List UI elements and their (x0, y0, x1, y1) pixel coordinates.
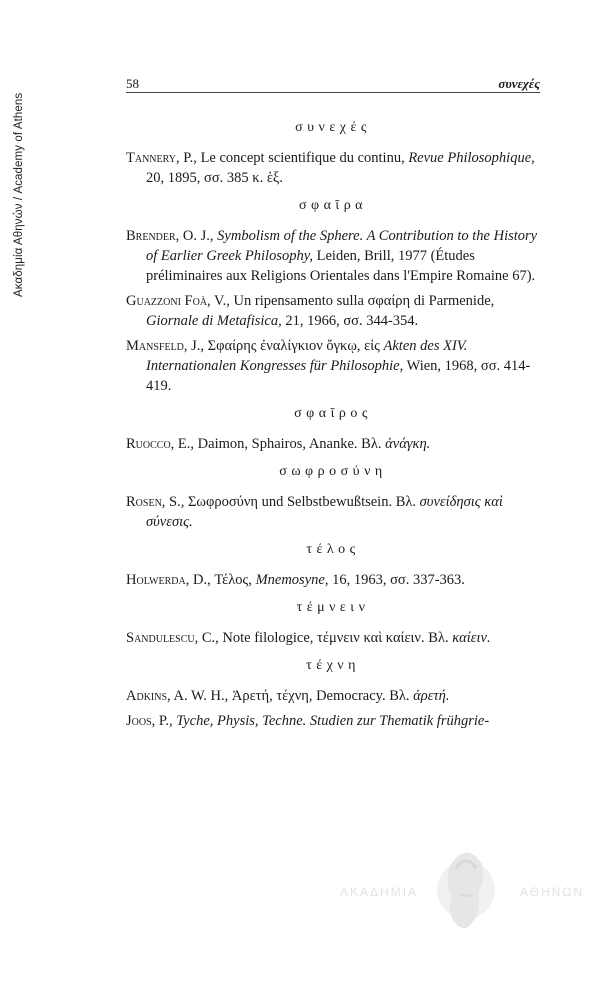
side-watermark-text: Ακαδημία Αθηνών / Academy of Athens (13, 92, 25, 297)
section-heading: συνεχές (295, 120, 371, 135)
entry-title-italic: Akten des XIV. Internationalen Kongresses für Philosophie, (146, 338, 468, 374)
entry-text: 16, 1963, σσ. 337-363. (328, 572, 465, 588)
bibliography-entry (126, 711, 540, 731)
watermark-text-left: ΑΚΑΔΗΜΙΑ (340, 885, 419, 899)
entry-text: Σωφροσύνη und Selbstbewußtsein. Βλ. (184, 494, 420, 510)
entry-author: Rosen, S., (126, 494, 185, 510)
entry-author: Mansfeld, J., (126, 338, 205, 354)
entry-title-italic: συνείδησις καὶ σύνεσις. (146, 494, 503, 530)
entry-title-italic: Symbolism of the Sphere. A Contribution to the History of Earlier Greek Philosophy, (146, 228, 538, 264)
entry-title-italic: Giornale di Metafisica, (146, 313, 282, 329)
section-heading: σφαῖρα (298, 198, 368, 213)
bibliography-entry (126, 628, 540, 648)
running-title: συνεχές (498, 76, 540, 91)
page-number: 58 (126, 76, 139, 91)
entry-text: Leiden, Brill, 1977 (Études préliminaires aux Religions Orientales dans l'Empire Romaine 67). (146, 248, 536, 284)
entry-text: Le concept scientifique du continu, (196, 150, 409, 166)
entry-author: Tannery, P., (126, 150, 197, 166)
entry-author: Sandulescu, C., (126, 630, 219, 646)
entry-title-italic: ἀρετή. (413, 688, 450, 704)
bibliography-entry (126, 570, 540, 590)
entry-text: Τέλος, (210, 572, 256, 588)
bibliography-entry (126, 336, 540, 396)
academy-watermark (330, 838, 600, 948)
bibliography-content (126, 110, 540, 736)
bibliography-entry (126, 434, 540, 454)
watermark-text-right: ΑΘΗΝΩΝ (520, 885, 585, 899)
section-heading: τέχνη (306, 658, 360, 673)
side-watermark-label (13, 47, 27, 297)
entry-text: Σφαίρης ἐναλίγκιον ὄγκῳ, εἰς (204, 338, 384, 354)
bibliography-entry (126, 291, 540, 331)
athena-head-emblem-icon (436, 838, 496, 942)
entry-author: Holwerda, D., (126, 572, 211, 588)
entry-text: Un ripensamento sulla σφαίρη di Parmenide, (229, 293, 495, 309)
entry-author: Joos, P., (126, 713, 173, 729)
entry-text: 20, 1895, σσ. 385 κ. ἑξ. (146, 170, 283, 186)
entry-author: Adkins, A. W. H., (126, 688, 229, 704)
entry-text: Note filologice, τέμνειν καὶ καίειν. Βλ. (218, 630, 453, 646)
bibliography-entry (126, 492, 540, 532)
entry-title-italic: καίειν. (452, 630, 491, 646)
section-heading: τέλος (306, 542, 360, 557)
entry-title-italic: ἀνάγκη. (385, 436, 431, 452)
section-heading: σωφροσύνη (279, 464, 387, 479)
entry-text: 21, 1966, σσ. 344-354. (281, 313, 419, 329)
entry-author: Ruocco, E., (126, 436, 195, 452)
running-head (126, 74, 540, 93)
bibliography-entry (126, 226, 540, 286)
bibliography-entry (126, 686, 540, 706)
entry-text: Daimon, Sphairos, Ananke. Βλ. (194, 436, 386, 452)
entry-title-italic: Mnemosyne, (255, 572, 329, 588)
entry-title-italic: Tyche, Physis, Techne. Studien zur Thematik frühgrie- (176, 713, 490, 729)
entry-author: Brender, O. J., (126, 228, 214, 244)
entry-text: Ἀρετή, τέχνη, Democracy. Βλ. (228, 688, 414, 704)
section-heading: τέμνειν (296, 600, 370, 615)
bibliography-entry (126, 148, 540, 188)
entry-title-italic: Revue Philosophique, (408, 150, 535, 166)
entry-author: Guazzoni Foà, V., (126, 293, 230, 309)
section-heading: σφαῖρος (294, 406, 372, 421)
entry-text: Wien, 1968, σσ. 414-419. (146, 358, 531, 394)
